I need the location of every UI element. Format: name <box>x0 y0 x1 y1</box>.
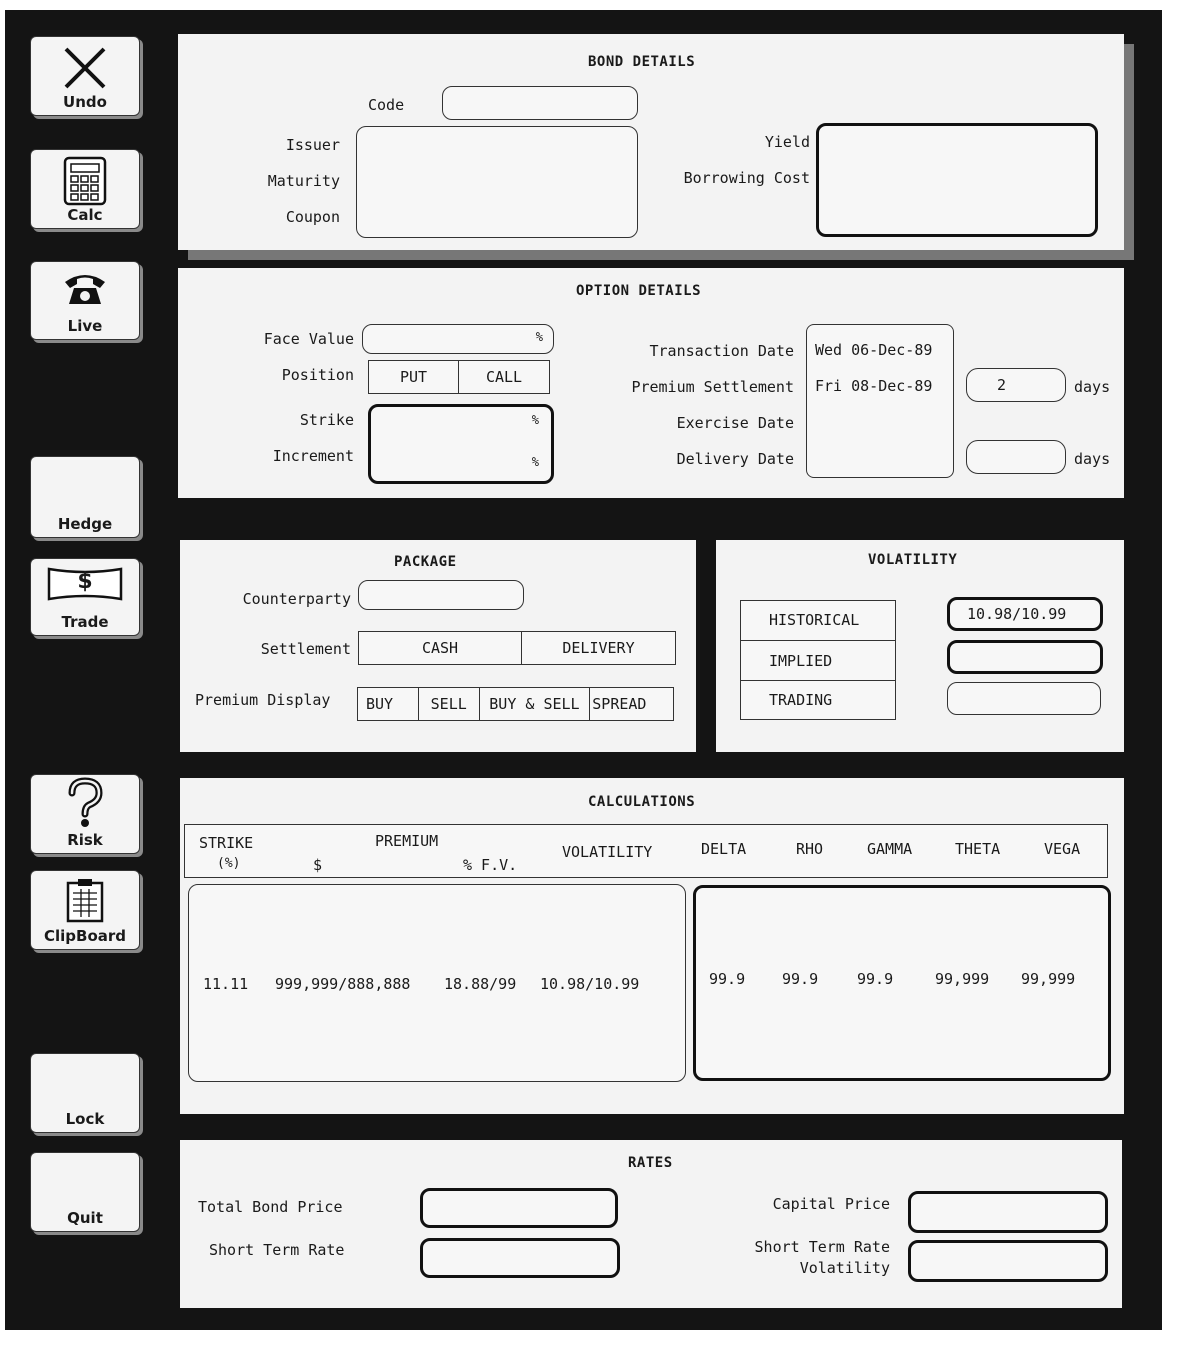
trade-dollar-symbol: $ <box>77 569 93 594</box>
capital-price-field[interactable] <box>908 1191 1108 1233</box>
close-icon <box>31 43 139 93</box>
premium-dollar-header: $ <box>313 856 323 874</box>
gamma-value: 99.9 <box>857 970 894 988</box>
counterparty-input[interactable] <box>358 580 524 610</box>
theta-header: THETA <box>955 840 1001 858</box>
calculator-icon <box>31 156 139 206</box>
rho-header: RHO <box>796 840 824 858</box>
theta-value: 99,999 <box>935 970 990 988</box>
rates-panel <box>180 1140 1122 1308</box>
volatility-header: VOLATILITY <box>562 843 653 861</box>
lock-button[interactable] <box>30 1053 140 1133</box>
borrowing-cost-label: Borrowing Cost <box>683 169 810 187</box>
delta-header: DELTA <box>701 840 747 858</box>
dates-field[interactable] <box>806 324 954 478</box>
strike-increment-field[interactable] <box>368 404 554 484</box>
package-panel <box>180 540 696 752</box>
calculations-greeks-field[interactable] <box>693 885 1111 1081</box>
strike-unit-header: (%) <box>217 856 241 871</box>
calc-label: Calc <box>67 206 103 224</box>
delivery-option[interactable]: DELIVERY <box>562 639 635 657</box>
total-bond-price-label: Total Bond Price <box>198 1198 343 1216</box>
quit-button[interactable] <box>30 1152 140 1232</box>
strike-pct: % <box>531 413 539 427</box>
call-option[interactable]: CALL <box>485 368 523 386</box>
delivery-days-input[interactable] <box>966 440 1066 474</box>
short-term-rate-volatility-field[interactable] <box>908 1240 1108 1282</box>
short-term-rate-field[interactable] <box>420 1238 620 1278</box>
issuer-label: Issuer <box>285 136 340 154</box>
premium-display-selector <box>357 687 674 721</box>
face-value-input[interactable] <box>362 324 554 354</box>
buy-option[interactable]: BUY <box>358 688 419 720</box>
settlement-date-value: Fri 08-Dec-89 <box>815 377 933 395</box>
bond-details-panel <box>178 34 1124 250</box>
yield-borrowing-field[interactable] <box>816 123 1098 237</box>
option-details-title: OPTION DETAILS <box>576 283 702 299</box>
code-label: Code <box>368 96 405 114</box>
issuer-maturity-coupon-field[interactable] <box>356 126 638 238</box>
lock-label: Lock <box>65 1110 105 1128</box>
settlement-days-input[interactable] <box>966 368 1066 402</box>
code-input[interactable] <box>442 86 638 120</box>
premium-dollar-value: 999,999/888,888 <box>275 975 411 993</box>
settlement-label: Settlement <box>260 640 351 658</box>
calc-button[interactable] <box>30 149 140 229</box>
delivery-date-label: Delivery Date <box>676 450 794 468</box>
historical-volatility-value: 10.98/10.99 <box>967 605 1067 623</box>
maturity-label: Maturity <box>267 172 340 190</box>
clipboard-label: ClipBoard <box>43 927 127 945</box>
bond-details-title: BOND DETAILS <box>588 54 696 70</box>
calculations-premium-field[interactable] <box>188 884 686 1082</box>
calculations-title: CALCULATIONS <box>588 794 696 810</box>
settlement-days-unit: days <box>1074 378 1111 396</box>
trading-volatility-field[interactable] <box>947 682 1101 715</box>
position-selector <box>368 360 550 394</box>
settlement-days-value: 2 <box>997 376 1007 394</box>
spread-option[interactable]: SPREAD <box>592 695 647 713</box>
option-details-panel <box>178 268 1124 498</box>
premium-display-label: Premium Display <box>195 691 331 709</box>
volatility-value: 10.98/10.99 <box>540 975 640 993</box>
calculations-header-row <box>184 824 1108 878</box>
strike-header: STRIKE <box>199 834 254 852</box>
transaction-date-label: Transaction Date <box>649 342 794 360</box>
face-value-label: Face Value <box>263 330 354 348</box>
face-value-pct: % <box>535 330 543 344</box>
trade-label: Trade <box>61 613 109 631</box>
trade-button[interactable] <box>30 558 140 636</box>
question-mark-icon <box>31 777 139 829</box>
transaction-date-value: Wed 06-Dec-89 <box>815 341 933 359</box>
sell-option[interactable]: SELL <box>419 688 480 720</box>
delta-value: 99.9 <box>709 970 746 988</box>
live-button[interactable] <box>30 261 140 340</box>
put-option[interactable]: PUT <box>369 361 459 393</box>
strike-label: Strike <box>299 411 354 429</box>
strike-value: 11.11 <box>203 975 249 993</box>
total-bond-price-field[interactable] <box>420 1188 618 1228</box>
premium-fv-value: 18.88/99 <box>444 975 517 993</box>
short-term-rate-volatility-label-1: Short Term Rate <box>754 1238 890 1256</box>
clipboard-icon <box>31 877 139 923</box>
volatility-panel <box>716 540 1124 752</box>
cash-option[interactable]: CASH <box>359 632 522 664</box>
undo-button[interactable] <box>30 36 140 116</box>
premium-settlement-label: Premium Settlement <box>631 378 794 396</box>
historical-volatility-field[interactable] <box>947 597 1103 631</box>
undo-label: Undo <box>63 93 107 111</box>
premium-header: PREMIUM <box>375 832 439 850</box>
coupon-label: Coupon <box>285 208 340 226</box>
position-label: Position <box>281 366 354 384</box>
increment-label: Increment <box>272 447 354 465</box>
rates-title: RATES <box>628 1155 673 1171</box>
hedge-button[interactable] <box>30 456 140 538</box>
vega-header: VEGA <box>1044 840 1081 858</box>
buy-sell-option[interactable]: BUY & SELL <box>480 688 591 720</box>
short-term-rate-label: Short Term Rate <box>209 1241 345 1259</box>
settlement-selector <box>358 631 676 665</box>
volatility-title: VOLATILITY <box>868 552 958 568</box>
live-label: Live <box>67 317 103 335</box>
vega-value: 99,999 <box>1021 970 1076 988</box>
counterparty-label: Counterparty <box>242 590 351 608</box>
clipboard-button[interactable] <box>30 870 140 950</box>
premium-fv-header: % F.V. <box>463 856 518 874</box>
gamma-header: GAMMA <box>867 840 913 858</box>
implied-option[interactable]: IMPLIED <box>741 641 895 682</box>
increment-pct: % <box>531 455 539 469</box>
telephone-icon <box>31 268 139 308</box>
hedge-label: Hedge <box>57 515 113 533</box>
package-title: PACKAGE <box>394 554 457 570</box>
historical-option[interactable]: HISTORICAL <box>741 601 895 641</box>
capital-price-label: Capital Price <box>772 1195 890 1213</box>
exercise-date-label: Exercise Date <box>676 414 794 432</box>
rho-value: 99.9 <box>782 970 819 988</box>
yield-label: Yield <box>764 133 810 151</box>
short-term-rate-volatility-label-2: Volatility <box>799 1259 890 1277</box>
risk-label: Risk <box>67 831 103 849</box>
implied-volatility-field[interactable] <box>947 640 1103 674</box>
delivery-days-unit: days <box>1074 450 1111 468</box>
calculations-panel <box>180 778 1124 1114</box>
risk-button[interactable] <box>30 774 140 854</box>
quit-label: Quit <box>67 1209 103 1227</box>
trading-option[interactable]: TRADING <box>769 691 833 710</box>
volatility-type-selector <box>740 600 896 720</box>
